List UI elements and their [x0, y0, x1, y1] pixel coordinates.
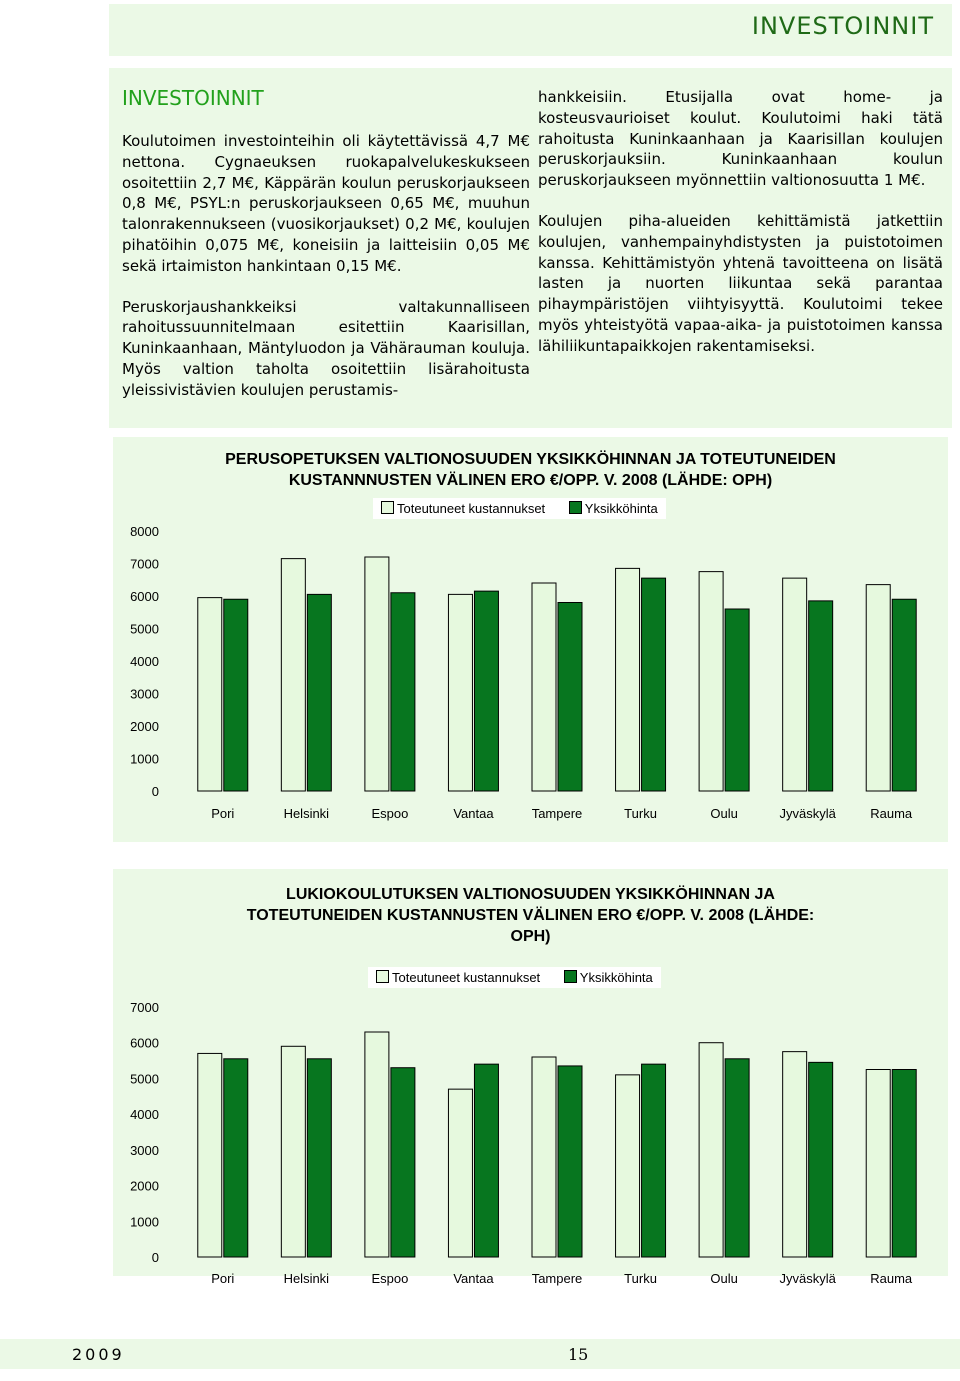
bar: [474, 1064, 498, 1257]
text-column-right: [538, 87, 943, 377]
bar: [532, 1057, 556, 1257]
chart-lukio: [113, 869, 948, 1286]
bar: [532, 583, 556, 791]
x-tick-label: Pori: [211, 1271, 235, 1286]
x-tick-label: Oulu: [710, 1271, 738, 1286]
bar: [809, 601, 833, 791]
chart-title-line: OPH): [510, 928, 551, 945]
bar: [224, 599, 248, 791]
bar: [474, 591, 498, 791]
chart-title-line: LUKIOKOULUTUKSEN VALTIONOSUUDEN YKSIKKÖHINNAN JA: [286, 886, 775, 903]
text-column-left: [122, 131, 530, 421]
chart-title-line: KUSTANNNUSTEN VÄLINEN ERO €/OPP. V. 2008 (LÄHDE: OPH): [288, 472, 773, 489]
y-tick-label: 1000: [130, 751, 159, 767]
y-tick-label: 3000: [130, 686, 159, 702]
paragraph: Koulutoimen investointeihin oli käytettävissä 4,7 M€ nettona. Cygnaeuksen ruokapalvelukeskukseen osoitettiin 2,7 M€, Käppärän koulun peruskorjaukseen 0,8 M€, PSYL:n peruskorjaukseen 0,65 M€, muuhun talonrakennukseen (vuosikorjaukset) 0,2 M€, koulujen pihatöihin 0,075 M€, koneisiin ja laitteisiin 0,05 M€ sekä irtaimiston hankintaan 0,15 M€.: [122, 132, 530, 275]
y-tick-label: 7000: [130, 556, 159, 572]
bar: [365, 1032, 389, 1257]
page-number: 15: [568, 1345, 589, 1364]
y-tick-label: 7000: [130, 1000, 159, 1015]
paragraph: Koulujen piha-alueiden kehittämistä jatkettiin koulujen, vanhempainyhdistysten ja puistotoimen kanssa. Kehittämistyön yhtenä tavoitteena on lisätä lasten ja nuorten liikuntaa sekä parantaa pihaympäristöjen viihtyisyyttä. Koulutoimi tekee myös yhteistyötä vapaa-aika- ja puistotoimen kanssa lähiliikuntapaikkojen rakentamiseksi.: [538, 211, 943, 355]
y-tick-label: 5000: [130, 1071, 159, 1087]
legend-label: Toteutuneet kustannukset: [392, 970, 541, 985]
x-tick-label: Turku: [624, 1271, 657, 1286]
chart-title-line: TOTEUTUNEIDEN KUSTANNUSTEN VÄLINEN ERO €/OPP. V. 2008 (LÄHDE:: [246, 907, 815, 924]
bar: [448, 594, 472, 791]
legend-label: Toteutuneet kustannukset: [397, 501, 546, 516]
bar: [866, 1070, 890, 1258]
x-tick-label: Helsinki: [283, 806, 330, 821]
bar: [725, 1059, 749, 1257]
chart-plot: [113, 437, 948, 842]
footer-bar: [0, 1339, 960, 1369]
bar: [365, 557, 389, 791]
bar: [616, 568, 640, 791]
legend-label: Yksikköhinta: [579, 970, 653, 985]
y-tick-label: 5000: [130, 621, 159, 637]
bar: [892, 1070, 916, 1258]
bar: [391, 593, 415, 791]
footer-year: 2009: [72, 1345, 125, 1364]
bar: [448, 1089, 472, 1257]
bar: [866, 585, 890, 791]
header-title: INVESTOINNIT: [751, 12, 934, 40]
y-tick-label: 6000: [130, 1035, 159, 1051]
y-tick-label: 1000: [130, 1214, 159, 1230]
bar: [642, 578, 666, 791]
bar: [616, 1075, 640, 1257]
legend-label: Yksikköhinta: [584, 501, 658, 516]
chart-perusopetus: [113, 437, 948, 842]
bar: [281, 1046, 305, 1257]
y-tick-label: 2000: [130, 719, 159, 734]
bar: [892, 599, 916, 791]
bar: [198, 598, 222, 791]
y-tick-label: 6000: [130, 589, 159, 604]
y-tick-label: 0: [151, 784, 159, 799]
x-tick-label: Vantaa: [453, 806, 494, 821]
bar: [725, 609, 749, 791]
bar: [307, 594, 331, 791]
bar: [558, 1066, 582, 1257]
x-tick-label: Vantaa: [453, 1271, 494, 1286]
x-tick-label: Rauma: [870, 806, 913, 821]
y-tick-label: 2000: [130, 1178, 159, 1194]
x-tick-label: Pori: [211, 806, 235, 821]
paragraph: hankkeisiin. Etusijalla ovat home- ja kosteusvaurioiset koulut. Koulutoimi haki tätä rahoitusta Kuninkaanhaan ja Kaarisillan koulujen peruskorjauksiin. Kuninkaanhaan koulun peruskorjaukseen myönnettiin valtionosuutta 1 M€.: [538, 88, 943, 190]
chart-plot: [113, 869, 948, 1286]
y-tick-label: 3000: [130, 1142, 159, 1158]
article-text-area: [109, 68, 952, 428]
paragraph: Peruskorjaushankkeiksi valtakunnalliseen rahoitussuunnitelmaan esitettiin Kaarisillan, Kuninkaanhaan, Mäntyluodon ja Vähärauman kouluja. Myös valtion taholta osoitettiin lisärahoitusta yleissivistävien koulujen perustamis-: [122, 297, 530, 399]
bar: [224, 1059, 248, 1257]
x-tick-label: Espoo: [371, 1271, 409, 1286]
x-tick-label: Jyväskylä: [779, 1271, 836, 1286]
bar: [198, 1053, 222, 1257]
x-tick-label: Tampere: [531, 806, 583, 821]
bar: [783, 578, 807, 791]
x-tick-label: Tampere: [531, 1271, 583, 1286]
bar: [809, 1062, 833, 1257]
bar: [281, 559, 305, 791]
x-tick-label: Helsinki: [283, 1271, 330, 1286]
x-tick-label: Rauma: [870, 1271, 913, 1286]
bar: [699, 572, 723, 791]
bar: [783, 1052, 807, 1257]
bar: [558, 603, 582, 792]
y-tick-label: 4000: [130, 1107, 159, 1123]
bar: [699, 1043, 723, 1257]
x-tick-label: Jyväskylä: [779, 806, 836, 821]
header-bar: [109, 4, 952, 56]
y-tick-label: 4000: [130, 654, 159, 669]
bar: [642, 1064, 666, 1257]
y-tick-label: 0: [151, 1250, 159, 1265]
bar: [391, 1068, 415, 1257]
chart-title-line: PERUSOPETUKSEN VALTIONOSUUDEN YKSIKKÖHINNAN JA TOTEUTUNEIDEN: [225, 451, 836, 468]
section-title: INVESTOINNIT: [122, 86, 264, 110]
x-tick-label: Turku: [624, 806, 657, 821]
y-tick-label: 8000: [130, 524, 159, 539]
x-tick-label: Espoo: [371, 806, 409, 821]
bar: [307, 1059, 331, 1257]
x-tick-label: Oulu: [710, 806, 738, 821]
